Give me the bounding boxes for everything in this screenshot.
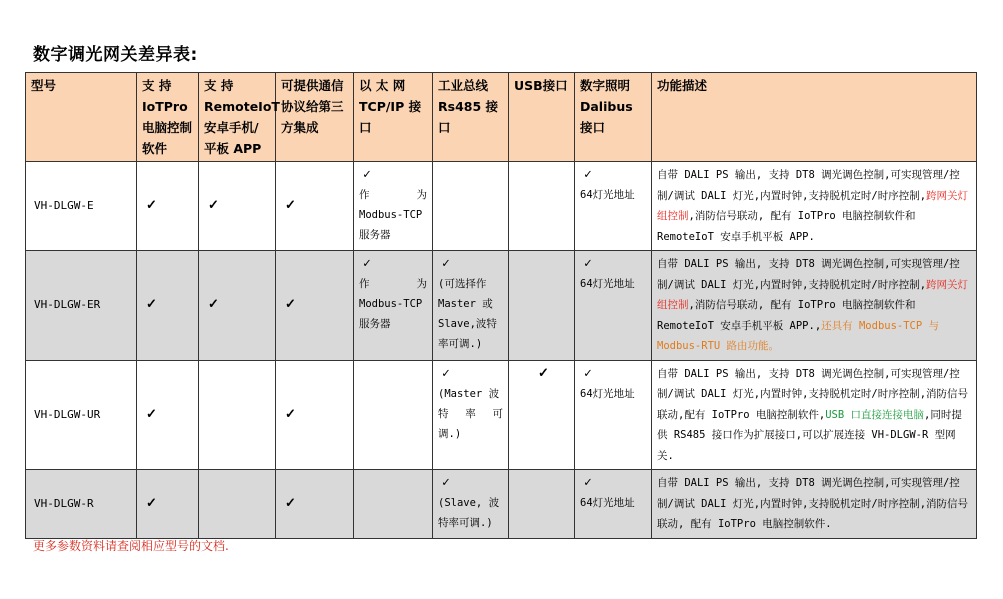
dali-address-count: 64灯光地址 bbox=[580, 278, 635, 290]
model-cell: VH-DLGW-E bbox=[26, 162, 137, 251]
check-icon: ✓ bbox=[584, 475, 592, 490]
rs485-note: (可选择作 bbox=[438, 278, 487, 290]
rs485-note: 调.) bbox=[438, 427, 462, 440]
table-row bbox=[26, 360, 977, 470]
check-icon: ✓ bbox=[208, 198, 219, 213]
check-icon: ✓ bbox=[285, 406, 296, 422]
dali-address-count: 64灯光地址 bbox=[580, 497, 635, 509]
table-row bbox=[26, 162, 977, 251]
check-icon: ✓ bbox=[146, 198, 157, 213]
description-cell: 自带 DALI PS 输出, 支持 DT8 调光调色控制,可实现管理/控制/调试 DALI 灯光,内置时钟,支持脱机定时/时序控制,跨网关灯组控制,消防信号联动, 配有 IoTPro 电脑控制软件和 RemoteIoT 安卓手机平板 APP. bbox=[652, 162, 977, 251]
model-cell: VH-DLGW-ER bbox=[26, 251, 137, 361]
check-icon: ✓ bbox=[285, 297, 296, 313]
rs485-note: Slave,波特 bbox=[438, 318, 497, 330]
dali-address-count: 64灯光地址 bbox=[580, 189, 635, 201]
header-third-party: 可提供通信协议给第三方集成 bbox=[276, 73, 354, 162]
gateway-comparison-table bbox=[25, 72, 977, 539]
rs485-note: 特 率 可 bbox=[438, 407, 503, 420]
header-ethernet: 以 太 网 TCP/IP 接口 bbox=[354, 73, 433, 162]
description-cell: 自带 DALI PS 输出, 支持 DT8 调光调色控制,可实现管理/控制/调试 DALI 灯光,内置时钟,支持脱机定时/时序控制,消防信号联动, 配有 IoTPro 电脑控制软件. bbox=[652, 470, 977, 539]
header-dalibus: 数字照明 Dalibus 接口 bbox=[575, 73, 652, 162]
rs485-note: (Slave, 波 bbox=[438, 497, 500, 509]
page-title: 数字调光网关差异表: bbox=[33, 45, 198, 65]
description-cell: 自带 DALI PS 输出, 支持 DT8 调光调色控制,可实现管理/控制/调试 DALI 灯光,内置时钟,支持脱机定时/时序控制,跨网关灯组控制,消防信号联动, 配有 IoTPro 电脑控制软件和 RemoteIoT 安卓手机平板 APP.,还具有 Modbus-TCP 与 Modbus-RTU 路由功能。 bbox=[652, 251, 977, 361]
check-icon: ✓ bbox=[584, 256, 592, 271]
check-icon: ✓ bbox=[363, 167, 371, 182]
header-model: 型号 bbox=[26, 73, 137, 162]
rs485-note: (Master 波 bbox=[438, 387, 500, 400]
rs485-note: 特率可调.) bbox=[438, 517, 493, 529]
check-icon: ✓ bbox=[146, 495, 157, 511]
header-rs485: 工业总线 Rs485 接口 bbox=[433, 73, 509, 162]
check-icon: ✓ bbox=[285, 495, 296, 511]
check-icon: ✓ bbox=[285, 198, 296, 213]
check-icon: ✓ bbox=[584, 365, 592, 381]
check-icon: ✓ bbox=[442, 256, 450, 271]
check-icon: ✓ bbox=[442, 365, 450, 381]
ethernet-note: Modbus-TCP bbox=[359, 209, 423, 221]
check-icon: ✓ bbox=[208, 297, 219, 313]
model-cell: VH-DLGW-R bbox=[26, 470, 137, 539]
check-icon: ✓ bbox=[146, 406, 157, 422]
description-cell: 自带 DALI PS 输出, 支持 DT8 调光调色控制,可实现管理/控制/调试 DALI 灯光,内置时钟,支持脱机定时/时序控制,消防信号联动,配有 IoTPro 电脑控制软件,USB 口直接连接电脑,同时提供 RS485 接口作为扩展接口,可以扩展连接 VH-DLGW-R 型网关. bbox=[652, 360, 977, 470]
check-icon: ✓ bbox=[584, 167, 592, 182]
ethernet-note: 作 为 bbox=[359, 189, 427, 201]
table-header-row bbox=[26, 73, 977, 162]
ethernet-note: 作 为 bbox=[359, 278, 427, 290]
ethernet-note: 服务器 bbox=[359, 318, 391, 330]
header-iotpro: 支 持 IoTPro 电脑控制软件 bbox=[137, 73, 199, 162]
model-cell: VH-DLGW-UR bbox=[26, 360, 137, 470]
ethernet-note: Modbus-TCP bbox=[359, 298, 423, 310]
header-usb: USB接口 bbox=[509, 73, 575, 162]
header-description: 功能描述 bbox=[652, 73, 977, 162]
footer-note: 更多参数资料请查阅相应型号的文档. bbox=[33, 539, 229, 553]
check-icon: ✓ bbox=[538, 365, 549, 381]
table-row bbox=[26, 251, 977, 361]
dali-address-count: 64灯光地址 bbox=[580, 387, 635, 400]
rs485-note: 率可调.) bbox=[438, 338, 483, 350]
table-row bbox=[26, 470, 977, 539]
check-icon: ✓ bbox=[363, 256, 371, 271]
check-icon: ✓ bbox=[442, 475, 450, 490]
rs485-note: Master 或 bbox=[438, 298, 493, 310]
check-icon: ✓ bbox=[146, 297, 157, 313]
header-remoteiot: 支 持 RemoteIoT 安卓手机/平板 APP bbox=[199, 73, 276, 162]
ethernet-note: 服务器 bbox=[359, 229, 391, 241]
